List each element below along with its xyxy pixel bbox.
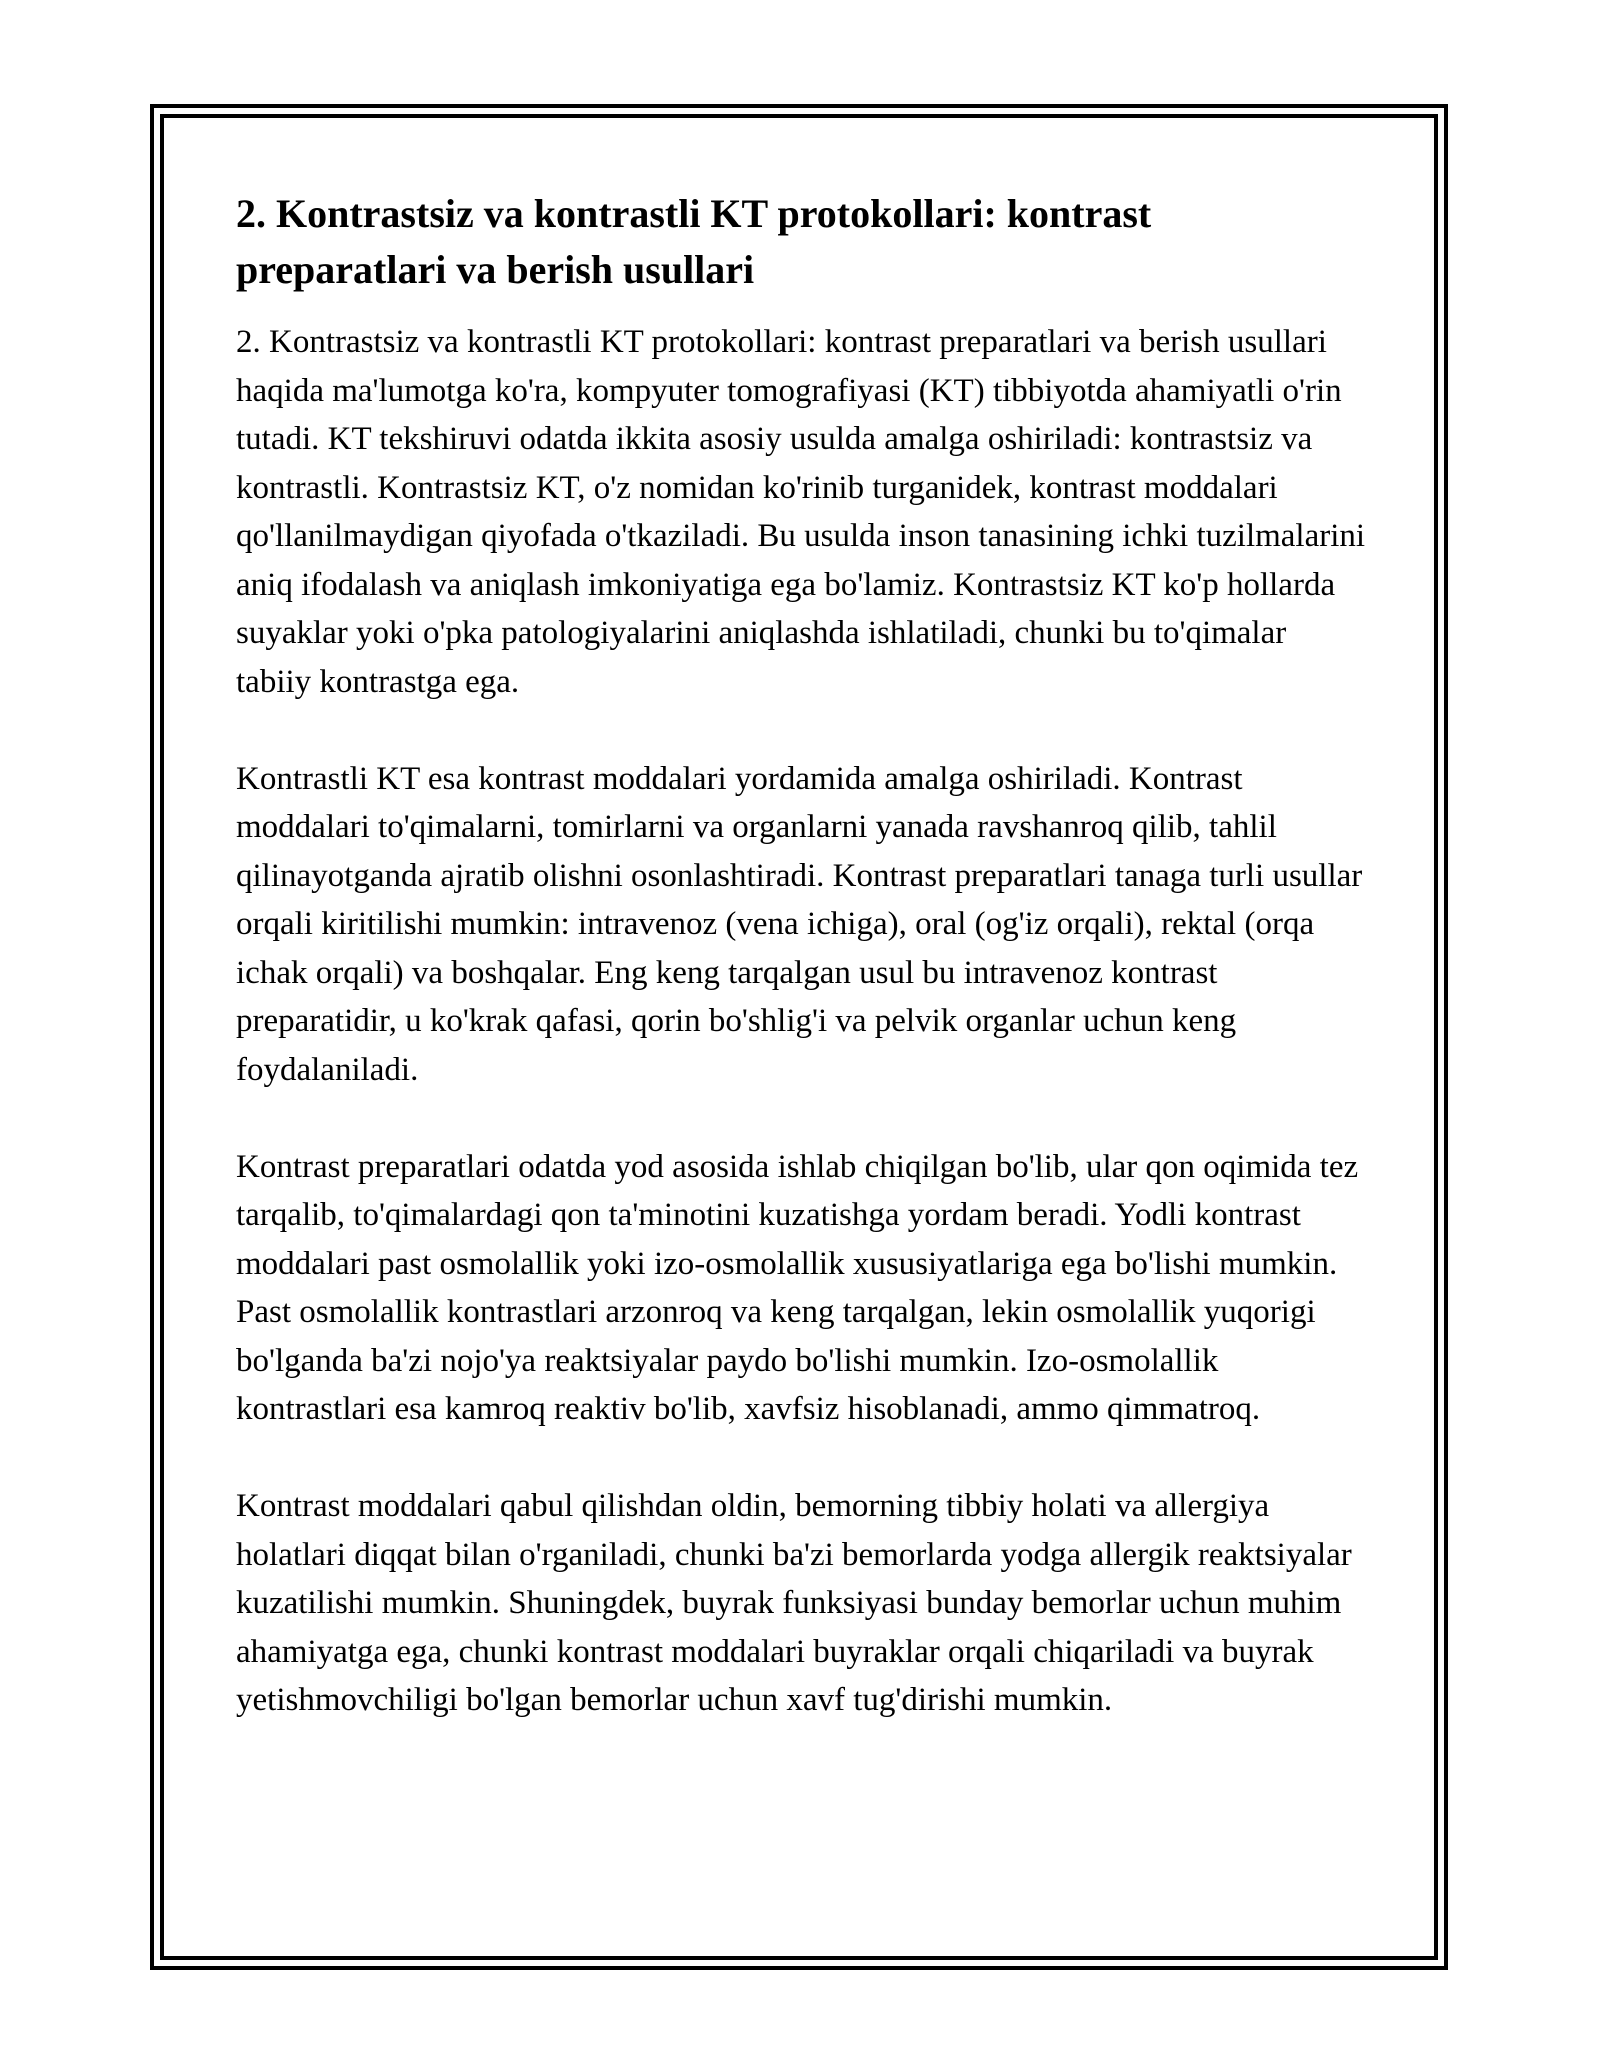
document-heading: 2. Kontrastsiz va kontrastli KT protokollari: kontrast preparatlari va berish usullari bbox=[236, 191, 1152, 292]
paragraph-4: Kontrast moddalari qabul qilishdan oldin, bemorning tibbiy holati va allergiya holatlari diqqat bilan o'rganiladi, chunki ba'zi bemorlarda yodga allergik reaktsiyalar kuzatilishi mumkin. Shuningdek, buyrak funksiyasi bunday bemorlar uchun muhim ahamiyatga ega, chunki kontrast moddalari buyraklar orqali chiqariladi va buyrak yetishmovchiligi bo'lgan bemorlar uchun xavf tug'dirishi mumkin. bbox=[236, 1488, 1352, 1718]
document-body bbox=[236, 186, 1366, 1725]
paragraph-2: Kontrastli KT esa kontrast moddalari yordamida amalga oshiriladi. Kontrast moddalari to'qimalarni, tomirlarni va organlarni yanada ravshanroq qilib, tahlil qilinayotganda ajratib olishni osonlashtiradi. Kontrast preparatlari tanaga turli usullar orqali kiritilishi mumkin: intravenoz (vena ichiga), oral (og'iz orqali), rektal (orqa ichak orqali) va boshqalar. Eng keng tarqalgan usul bu intravenoz kontrast preparatidir, u ko'krak qafasi, qorin bo'shlig'i va pelvik organlar uchun keng foydalaniladi. bbox=[236, 760, 1363, 1088]
paragraph-1: 2. Kontrastsiz va kontrastli KT protokollari: kontrast preparatlari va berish usullari haqida ma'lumotga ko'ra, kompyuter tomografiyasi (KT) tibbiyotda ahamiyatli o'rin tutadi. KT tekshiruvi odatda ikkita asosiy usulda amalga oshiriladi: kontrastsiz va kontrastli. Kontrastsiz KT, o'z nomidan ko'rinib turganidek, kontrast moddalari qo'llanilmaydigan qiyofada o'tkaziladi. Bu usulda inson tanasining ichki tuzilmalarini aniq ifodalash va aniqlash imkoniyatiga ega bo'lamiz. Kontrastsiz KT ko'p hollarda suyaklar yoki o'pka patologiyalarini aniqlashda ishlatiladi, chunki bu to'qimalar tabiiy kontrastga ega. bbox=[236, 324, 1366, 700]
paragraph-3: Kontrast preparatlari odatda yod asosida ishlab chiqilgan bo'lib, ular qon oqimida tez tarqalib, to'qimalardagi qon ta'minotini kuzatishga yordam beradi. Yodli kontrast moddalari past osmolallik yoki izo-osmolallik xususiyatlariga ega bo'lishi mumkin. Past osmolallik kontrastlari arzonroq va keng tarqalgan, lekin osmolallik yuqorigi bo'lganda ba'zi nojo'ya reaktsiyalar paydo bo'lishi mumkin. Izo-osmolallik kontrastlari esa kamroq reaktiv bo'lib, xavfsiz hisoblanadi, ammo qimmatroq. bbox=[236, 1148, 1359, 1427]
